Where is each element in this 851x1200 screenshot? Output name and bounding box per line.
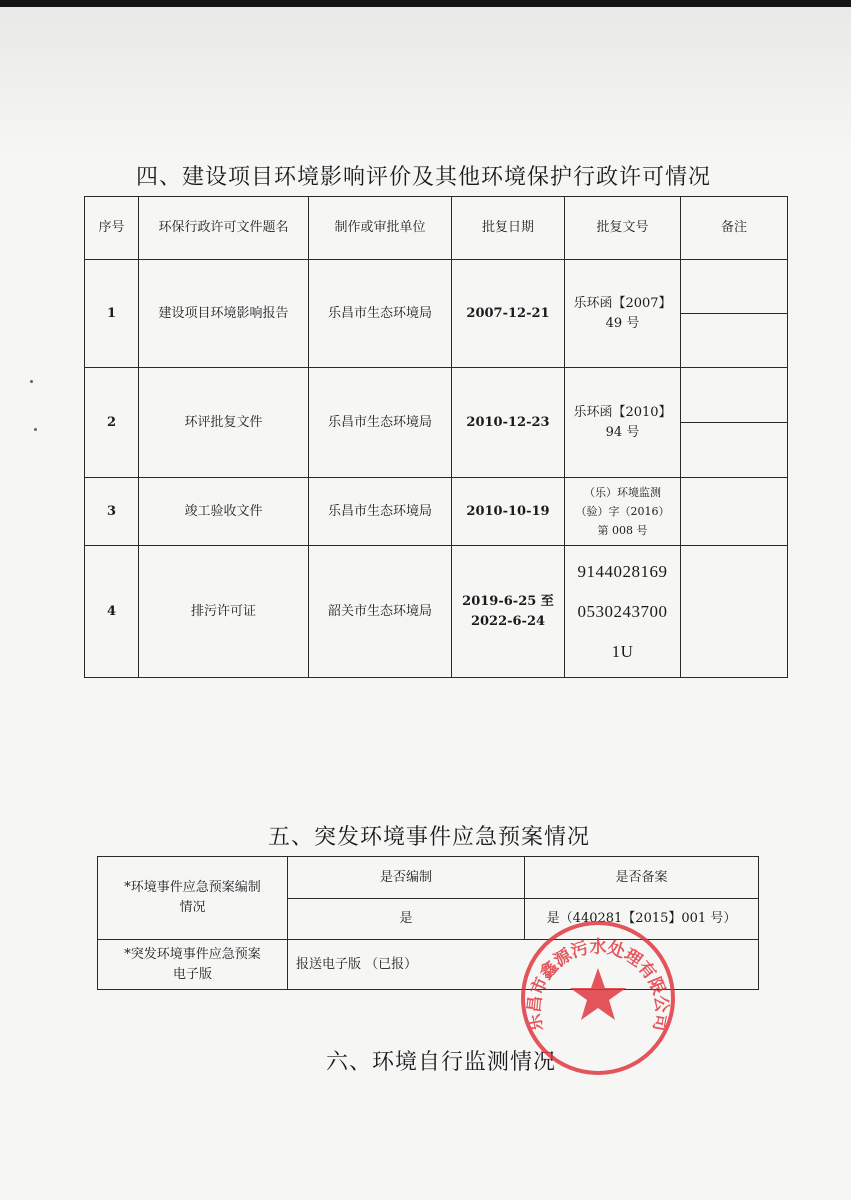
section-6-title: 六、环境自行监测情况 [326, 1050, 557, 1075]
header-remark: 备注 [681, 197, 788, 260]
row-unit: 韶关市生态环境局 [309, 546, 452, 678]
label-line: 电子版 [172, 966, 212, 982]
row-name: 竣工验收文件 [139, 478, 309, 546]
table-row [85, 368, 788, 423]
row-remark [681, 368, 788, 423]
doc-line: （乐）环境监测 [584, 486, 661, 499]
row-doc [565, 546, 681, 678]
row-no: 3 [85, 478, 139, 546]
doc-line: 第 008 号 [597, 524, 648, 537]
plan-compile-label [98, 857, 288, 940]
company-seal [516, 918, 680, 1078]
row-doc [565, 368, 681, 478]
row-name: 排污许可证 [139, 546, 309, 678]
scan-speck [34, 428, 37, 431]
scan-shading [0, 7, 851, 157]
row-date: 2010-12-23 [452, 368, 565, 478]
header-doc: 批复文号 [565, 197, 681, 260]
header-unit: 制作或审批单位 [309, 197, 452, 260]
table-row [85, 478, 788, 546]
row-date: 2007-12-21 [452, 260, 565, 368]
row-no: 2 [85, 368, 139, 478]
col-compiled-header: 是否编制 [288, 857, 525, 899]
header-name: 环保行政许可文件题名 [139, 197, 309, 260]
row-remark [681, 546, 788, 678]
doc-line: 乐环函【2010】 [573, 404, 672, 420]
table-header-row [85, 197, 788, 260]
table-row [85, 260, 788, 314]
row-unit: 乐昌市生态环境局 [309, 260, 452, 368]
date-line: 2019-6-25 至 [462, 593, 554, 609]
row-remark [681, 423, 788, 478]
row-no: 4 [85, 546, 139, 678]
doc-line: 1U [611, 641, 634, 661]
compiled-value: 是 [288, 899, 525, 940]
label-line: 情况 [179, 900, 206, 915]
permit-table [84, 196, 788, 678]
row-unit: 乐昌市生态环境局 [309, 478, 452, 546]
label-line: *突发环境事件应急预案 [124, 946, 261, 962]
label-line: *环境事件应急预案编制 [124, 880, 261, 895]
seal-text: 乐昌市鑫源污水处理有限公司 [524, 937, 672, 1033]
section-4-title: 四、建设项目环境影响评价及其他环境保护行政许可情况 [136, 165, 712, 190]
section-5-title: 五、突发环境事件应急预案情况 [268, 825, 591, 850]
row-remark [681, 260, 788, 314]
date-line: 2022-6-24 [470, 613, 546, 629]
header-date: 批复日期 [452, 197, 565, 260]
star-icon [570, 968, 626, 1020]
row-name: 环评批复文件 [139, 368, 309, 478]
electronic-version-value: 报送电子版 （已报） [288, 940, 759, 990]
row-unit: 乐昌市生态环境局 [309, 368, 452, 478]
col-filed-header: 是否备案 [525, 857, 759, 899]
row-remark [681, 478, 788, 546]
doc-line: 9144028169 [577, 561, 668, 581]
row-name: 建设项目环境影响报告 [139, 260, 309, 368]
table-row [85, 546, 788, 678]
row-date: 2010-10-19 [452, 478, 565, 546]
filed-value: 是（440281【2015】001 号） [525, 899, 759, 940]
electronic-version-label [98, 940, 288, 990]
doc-line: （验）字（2016） [575, 505, 670, 518]
scan-speck [30, 380, 33, 383]
doc-line: 乐环函【2007】 [573, 295, 672, 311]
doc-line: 94 号 [605, 424, 640, 440]
doc-line: 0530243700 [577, 601, 668, 621]
row-remark [681, 314, 788, 368]
doc-line: 49 号 [605, 315, 640, 331]
scan-top-edge [0, 0, 851, 7]
row-no: 1 [85, 260, 139, 368]
row-doc [565, 478, 681, 546]
row-doc [565, 260, 681, 368]
row-date [452, 546, 565, 678]
header-no: 序号 [85, 197, 139, 260]
table-row [98, 857, 759, 899]
